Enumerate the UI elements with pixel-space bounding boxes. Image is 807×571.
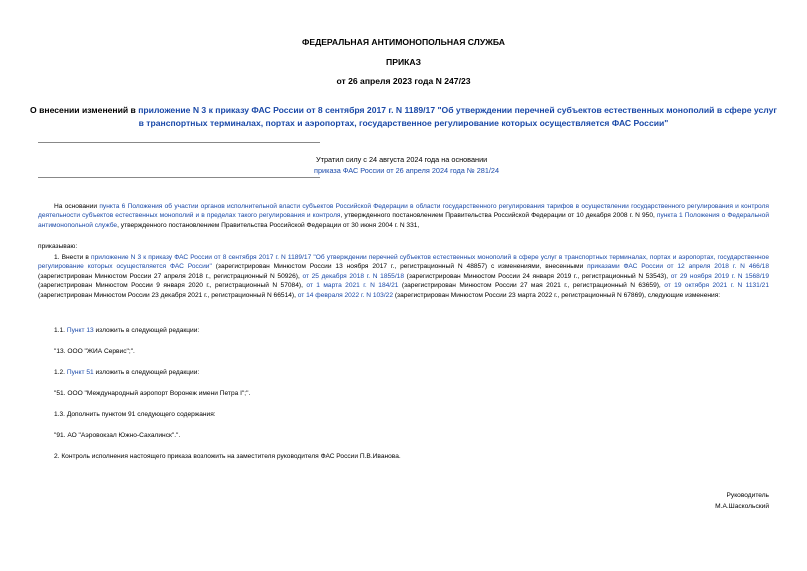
title-prefix: О внесении изменений в	[30, 105, 139, 115]
divider-top	[38, 142, 320, 143]
item-1-2-text: 1.2.	[54, 369, 67, 376]
item-1-3: 1.3. Дополнить пунктом 91 следующего содержания:	[54, 411, 216, 418]
document-date-number: от 26 апреля 2023 года N 247/23	[336, 76, 471, 86]
signature-name: М.А.Шаскольский	[715, 502, 769, 510]
preamble-text: , утвержденного постановлением Правительства Российской Федерации от 30 июня 2004 г. N 331,	[117, 221, 420, 229]
item-1-link-7[interactable]: от 14 февраля 2022 г. N 103/22	[297, 291, 394, 299]
item-1-text: (зарегистрирован Минюстом России 27 апреля 2018 г., регистрационный N 50926),	[38, 272, 303, 280]
item-1-text: (зарегистрирован Минюстом России 13 ноября 2017 г., регистрационный N 48857) с изменениями, внесенными	[211, 263, 588, 271]
item-1-link-6[interactable]: от 19 октября 2021 г. N 1131/21	[664, 282, 769, 290]
item-1-text: (зарегистрирован Минюстом России 27 мая 2021 г., регистрационный N 63659),	[398, 282, 665, 290]
item-2: 2. Контроль исполнения настоящего приказа возложить на заместителя руководителя ФАС России П.В.Иванова.	[54, 453, 401, 460]
signature-block	[715, 491, 769, 512]
signature-role: Руководитель	[726, 492, 769, 499]
item-1-1-text: 1.1.	[54, 327, 67, 334]
preamble-text: , утвержденного постановлением Правительства Российской Федерации от 10 декабря 2008 г. N 950,	[340, 212, 657, 220]
item-1-text: (зарегистрирован Минюстом России 9 января 2020 г., регистрационный N 57084),	[38, 282, 307, 290]
document-type: ПРИКАЗ	[386, 57, 421, 67]
preamble-text: На основании	[54, 203, 100, 210]
order-word: приказываю:	[38, 243, 78, 250]
quote-13: "13. ООО "ЖИА Сервис";".	[54, 348, 135, 355]
quote-51: "51. ООО "Международный аэропорт Воронеж имени Петра I";".	[54, 390, 251, 397]
item-1-link-4[interactable]: от 29 ноября 2019 г. N 1568/19	[670, 272, 769, 280]
document-title	[30, 104, 777, 130]
preamble-link-1[interactable]: пункта 6 Положения об участии органов исполнительной власти субъектов Российской Федерации в области государственного регулирования тарифов в осуществлении государственного регулирования и контроля деятельности субъектов естественных монополий и в пределах такого регулирования и контроля	[38, 203, 769, 220]
item-1-link-2[interactable]: приказами ФАС России от 12 апреля 2018 г. N 466/18	[587, 263, 770, 271]
item-1-link-3[interactable]: от 25 декабря 2018 г. N 1855/18	[302, 272, 404, 280]
item-1-2-text: изложить в следующей редакции:	[93, 369, 200, 376]
item-1-2-link[interactable]: Пункт 51	[66, 369, 94, 376]
preamble-paragraph	[38, 202, 769, 230]
item-1-text: (зарегистрирован Минюстом России 23 декабря 2021 г., регистрационный N 66514),	[38, 291, 298, 299]
status-line: Утратил силу с 24 августа 2024 года на основании	[316, 155, 488, 164]
status-link[interactable]: приказа ФАС России от 26 апреля 2024 года № 281/24	[314, 166, 500, 175]
item-1-link-5[interactable]: от 1 марта 2021 г. N 184/21	[306, 282, 399, 290]
item-1-1-text: изложить в следующей редакции:	[93, 327, 200, 334]
item-1-link-1[interactable]: приложение N 3 к приказу ФАС России от 8 сентября 2017 г. N 1189/17 "Об утверждении перечней субъектов естественных монополий в сфере услуг в транспортных терминалах, портах и аэропортах, государственное регулирование которых осуществляется ФАС России"	[38, 254, 769, 271]
title-link[interactable]: приложение N 3 к приказу ФАС России от 8 сентября 2017 г. N 1189/17 "Об утверждении перечней субъектов естественных монополий в сфере услуг в транспортных терминалах, портах и аэропортах, государственное регулирование которых осуществляется ФАС России"	[138, 105, 777, 128]
agency-name: ФЕДЕРАЛЬНАЯ АНТИМОНОПОЛЬНАЯ СЛУЖБА	[302, 37, 505, 47]
divider-bottom	[38, 177, 320, 178]
item-1-paragraph	[38, 253, 769, 300]
status-note	[316, 154, 499, 176]
item-1-2	[54, 368, 199, 377]
quote-91: "91. АО "Аэровокзал Южно-Сахалинск".".	[54, 432, 181, 439]
item-1-text: (зарегистрирован Минюстом России 24 января 2019 г., регистрационный N 53543),	[404, 272, 671, 280]
item-1-1	[54, 326, 199, 335]
item-1-text: (зарегистрирован Минюстом России 23 марта 2022 г., регистрационный N 67869), следующие изменения:	[393, 291, 721, 299]
preamble-link-2[interactable]: пункта 1 Положения о Федеральной антимонопольной службе	[38, 212, 769, 229]
item-1-text: 1. Внести в	[54, 254, 92, 261]
item-1-1-link[interactable]: Пункт 13	[66, 327, 94, 334]
